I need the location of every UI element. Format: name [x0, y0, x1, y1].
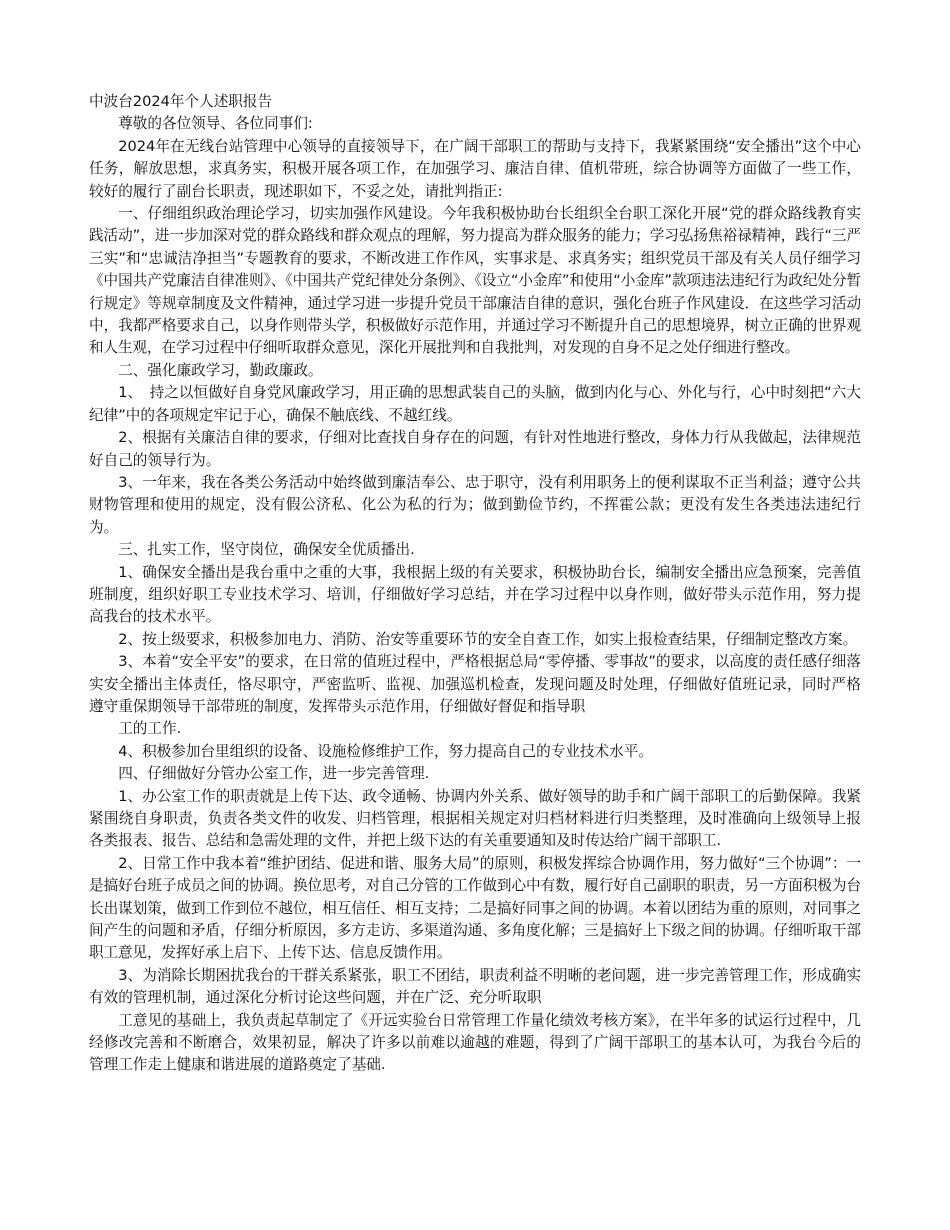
- section-3-item-3: 3、本着“安全平安”的要求，在日常的值班过程中，严格根据总局“零停播、零事故”的要求，以高度的责任感仔细落实安全播出主体责任，恪尽职守，严密监听、监视、加强巡机检查，发现问题及时处理，仔细做好值班记录，同时严格遵守重保期领导干部带班的制度，发挥带头示范作用，仔细做好督促和指导职: [89, 653, 861, 715]
- greeting: 尊敬的各位领导、各位同事们:: [118, 115, 313, 133]
- section-2-item-1: 1、 持之以恒做好自身党风廉政学习，用正确的思想武装自己的头脑，做到内化与心、外化与行，心中时刻把“六大纪律”中的各项规定牢记于心，确保不触底线、不越红线。: [89, 384, 861, 424]
- section-3-heading: 三、扎实工作，坚守岗位，确保安全优质播出.: [118, 541, 415, 559]
- section-3-item-2: 2、按上级要求，积极参加电力、消防、治安等重要环节的安全自查工作，如实上报检查结果，仔细制定整改方案。: [118, 630, 858, 648]
- section-4-item-3-continued: 工意见的基础上，我负责起草制定了《开远实验台日常管理工作量化绩效考核方案》，在半年多的试运行过程中，几经修改完善和不断磨合，效果初显，解决了许多以前难以逾越的难题，得到了广阔干部职工的基本认可，为我台今后的管理工作走上健康和谐进展的道路奠定了基础.: [89, 1011, 861, 1074]
- section-4-heading: 四、仔细做好分管办公室工作，进一步完善管理.: [118, 765, 430, 783]
- section-3-item-4: 4、积极参加台里组织的设备、设施检修维护工作，努力提高自己的专业技术水平。: [118, 742, 653, 760]
- section-3-item-1: 1、确保安全播出是我台重中之重的大事，我根据上级的有关要求，积极协助台长，编制安全播出应急预案，完善值班制度，组织好职工专业技术学习、培训，仔细做好学习总结，并在学习过程中以身作则，做好带头示范作用，努力提高我台的技术水平。: [89, 563, 861, 626]
- section-4-item-1: 1、办公室工作的职责就是上传下达、政令通畅、协调内外关系、做好领导的助手和广阔干部职工的后勤保障。我紧紧围绕自身职责，负责各类文件的收发、归档管理，根据相关规定对归档材料进行归类整理，及时准确向上级领导上报各类报表、报告、总结和急需处理的文件，并把上级下达的有关重要通知及时传达给广阔干部职工.: [89, 787, 861, 850]
- section-2-heading: 二、强化廉政学习，勤政廉政。: [118, 361, 323, 379]
- section-2-item-3: 3、一年来，我在各类公务活动中始终做到廉洁奉公、忠于职守，没有利用职务上的便利谋取不正当利益；遵守公共财物管理和使用的规定，没有假公济私、化公为私的行为；做到勤俭节约，不挥霍公款；更没有发生各类违法违纪行为。: [89, 473, 861, 536]
- section-3-item-3-continued: 工的工作.: [118, 720, 182, 738]
- section-4-item-3: 3、为消除长期困扰我台的干群关系紧张，职工不团结，职责利益不明晰的老问题，进一步完善管理工作，形成确实有效的管理机制，通过深化分析讨论这些问题，并在广泛、充分听取职: [89, 966, 861, 1007]
- section-1-paragraph: 一、仔细组织政治理论学习，切实加强作风建设。今年我积极协助台长组织全台职工深化开展“党的群众路线教育实践活动”，进一步加深对党的群众路线和群众观点的理解，努力提高为群众服务的能力；学习弘扬焦裕禄精神，践行“三严三实”和“忠诚洁净担当”专题教育的要求，不断改进工作作风，实事求是、求真务实；组织党员干部及有关人员仔细学习《中国共产党廉洁自律准则》、《中国共产党纪律处分条例》、《设立“小金库”和使用“小金库”款项违法违纪行为政纪处分暂行规定》等规章制度及文件精神，通过学习进一步提升党员干部廉洁自律的意识，强化台班子作风建设．在这些学习活动中，我都严格要求自己，以身作则带头学，积极做好示范作用，并通过学习不断提升自己的思想境界，树立正确的世界观和人生观，在学习过程中仔细听取群众意见，深化开展批判和自我批判，对发现的自身不足之处仔细进行整改。: [89, 205, 861, 357]
- document-title: 中波台2024年个人述职报告: [89, 93, 273, 110]
- document-page: [89, 91, 861, 1077]
- section-2-item-2: 2、根据有关廉洁自律的要求，仔细对比查找自身存在的问题，有针对性地进行整改，身体力行从我做起，法律规范好自己的领导行为。: [89, 429, 861, 469]
- section-4-item-2: 2、日常工作中我本着“维护团结、促进和谐、服务大局”的原则，积极发挥综合协调作用，努力做好“三个协调”：一是搞好台班子成员之间的协调。换位思考，对自己分管的工作做到心中有数，履行好自己副职的职责，另一方面积极为台长出谋划策，做到工作到位不越位，相互信任、相互支持；二是搞好同事之间的协调。本着以团结为重的原则，对同事之间产生的问题和矛盾，仔细分析原因，多方走访、多渠道沟通、多角度化解；三是搞好上下级之间的协调。仔细听取干部职工意见，发挥好承上启下、上传下达、信息反馈作用。: [89, 854, 861, 962]
- intro-paragraph: 2024年在无线台站管理中心领导的直接领导下，在广阔干部职工的帮助与支持下，我紧紧围绕“安全播出”这个中心任务，解放思想，求真务实，积极开展各项工作，在加强学习、廉洁自律、值机带班，综合协调等方面做了一些工作，较好的履行了副台长职责，现述职如下，不妥之处，请批判指正:: [89, 137, 861, 200]
